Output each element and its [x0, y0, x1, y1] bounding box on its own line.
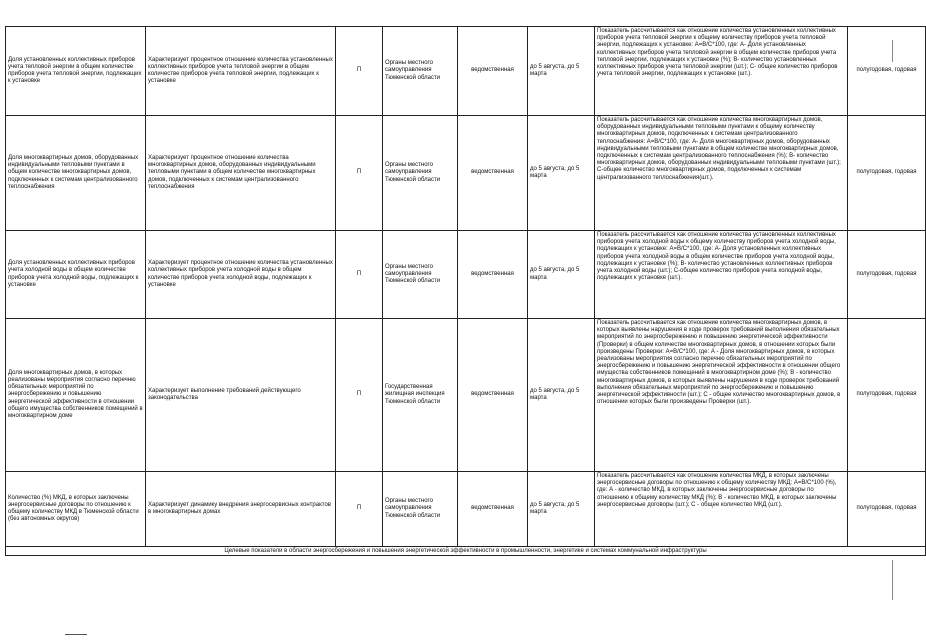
indicator-period: полугодовая, годовая: [848, 116, 926, 231]
indicator-method: Показатель рассчитывается как отношение количества установленных коллективных приборов учета холодной воды к общему количеству приборов учета холодной воды, подлежащих к установке: A=B/C*100, где: А- Доля установленных коллективных приборов учета холодной воды в общем количестве приборов учета холодной воды, подлежащих к установке (%); В- количество установленных коллективных приборов учета холодной воды (шт.); С-общее количество приборов учета холодной воды, подлежащих к установке (шт.).: [595, 231, 848, 319]
indicator-name: Доля многоквартирных домов, оборудованных индивидуальными тепловыми пунктами в общем количестве многоквартирных домов, подключенных к системам централизованного теплоснабжения: [6, 116, 146, 231]
indicator-kind: ведомственная: [458, 319, 528, 472]
indicator-source: Органы местного самоуправления Тюменской области: [383, 231, 458, 319]
indicator-source: Органы местного самоуправления Тюменской области: [383, 116, 458, 231]
indicator-deadline: до 5 августа, до 5 марта: [528, 27, 595, 116]
indicator-type: П: [336, 319, 383, 472]
indicator-type: П: [336, 27, 383, 116]
indicator-description: Характеризует процентное отношение количества многоквартирных домов, оборудованных индивидуальными тепловыми пунктами в общем количестве многоквартирных домов, подключенных к системам централизованного теплоснабжения: [146, 116, 336, 231]
indicator-kind: ведомственная: [458, 472, 528, 547]
table-row: [6, 472, 926, 547]
indicator-period: полугодовая, годовая: [848, 27, 926, 116]
table-row: [6, 231, 926, 319]
table-row: [6, 319, 926, 472]
indicator-kind: ведомственная: [458, 27, 528, 116]
indicator-source: Органы местного самоуправления Тюменской области: [383, 27, 458, 116]
indicator-type: П: [336, 472, 383, 547]
table-row: [6, 27, 926, 116]
indicator-name: Доля установленных коллективных приборов учета холодной воды в общем количестве приборов учета холодной воды, подлежащих к установке: [6, 231, 146, 319]
indicator-method: Показатель рассчитывается как отношение количества установленных коллективных приборов учета тепловой энергии к общему количеству приборов учета тепловой энергии, подлежащих к установке: A=B/C*100, где: А- Доля установленных коллективных приборов учета тепловой энергии в общем количестве приборов учета тепловой энергии, подлежащих к установке (%); В- количество установленных коллективных приборов учета тепловой энергии (шт.); С- общее количество приборов учета тепловой энергии, подлежащих к установке (шт.).: [595, 27, 848, 116]
indicator-deadline: до 5 августа, до 5 марта: [528, 231, 595, 319]
indicator-type: П: [336, 231, 383, 319]
indicator-deadline: до 5 августа, до 5 марта: [528, 319, 595, 472]
indicator-name: Доля установленных коллективных приборов учета тепловой энергии в общем количестве приборов учета тепловой энергии, подлежащих к установке: [6, 27, 146, 116]
indicator-name: Количество (%) МКД, в которых заключены энергосервисные договоры по отношению к общему количеству МКД в Тюменской области (без автономных округов): [6, 472, 146, 547]
scan-edge-mark: [892, 560, 893, 600]
indicator-source: Органы местного самоуправления Тюменской области: [383, 472, 458, 547]
indicator-description: Характеризует процентное отношение количества установленных коллективных приборов учета тепловой энергии в общем количестве приборов учета тепловой энергии, подлежащих к установке: [146, 27, 336, 116]
section-row: [6, 547, 926, 556]
indicator-name: Доля многоквартирных домов, в которых реализованы мероприятия согласно перечню обязательных мероприятий по энергосбережению и повышению энергетической эффективности в отношении общего имущества собственников помещений в многоквартирном доме: [6, 319, 146, 472]
indicators-table: [5, 26, 926, 556]
indicator-description: Характеризует динамику внедрения энергосервисных контрактов в многоквартирных домах: [146, 472, 336, 547]
indicator-period: полугодовая, годовая: [848, 231, 926, 319]
section-title: Целевые показатели в области энергосбережения и повышения энергетической эффективности в промышленности, энергетике и системах коммунальной инфраструктуры: [6, 547, 926, 556]
indicator-deadline: до 5 августа, до 5 марта: [528, 116, 595, 231]
indicator-description: Характеризует выполнение требований действующего законодательства: [146, 319, 336, 472]
indicator-deadline: до 5 августа, до 5 марта: [528, 472, 595, 547]
scan-edge-mark: [892, 40, 893, 62]
scan-mark: [65, 634, 87, 635]
indicator-method: Показатель рассчитывается как отношение количества многоквартирных домов, в которых выявлены нарушения в ходе проверок требований выполнения обязательных мероприятий по энергосбережению и повышению энергетической эффективности (Проверки) в общем количестве многоквартирных домов, в отношении которых были произведены Проверки: A=B/C*100, где: А - Доля многоквартирных домов, в которых реализованы мероприятия согласно перечню обязательных мероприятий по энергосбережению и повышению энергетической эффективности в отношении общего имущества собственников помещений в многоквартирном доме (%); В - количество многоквартирных домов, в которых выявлены нарушения в ходе проверок требований выполнения обязательных мероприятий по энергосбережению и повышению энергетической эффективности (шт.); С - общее количество многоквартирных домов, в отношении которых были произведены Проверки (шт.).: [595, 319, 848, 472]
indicator-method: Показатель рассчитывается как отношение количества МКД, в которых заключены энергосервисные договоры по отношению к общему количеству МКД: A=B/C*100 (%), где: А - количество МКД, в которых заключены энергосервисные договоры по отношению к общему количеству МКД (%); В - количество МКД, в которых заключены энергосервисные договоры (шт.); С - общее количество МКД (шт.).: [595, 472, 848, 547]
indicator-source: Государственная жилищная инспекция Тюменской области: [383, 319, 458, 472]
indicator-description: Характеризует процентное отношение количества установленных коллективных приборов учета холодной воды в общем количестве приборов учета холодной воды, подлежащих к установке: [146, 231, 336, 319]
indicator-kind: ведомственная: [458, 231, 528, 319]
indicator-type: П: [336, 116, 383, 231]
indicator-kind: ведомственная: [458, 116, 528, 231]
indicator-period: полугодовая, годовая: [848, 472, 926, 547]
indicator-period: полугодовая, годовая: [848, 319, 926, 472]
table-row: [6, 116, 926, 231]
indicator-method: Показатель рассчитывается как отношение количества многоквартирных домов, оборудованных индивидуальными тепловыми пунктами к общему количеству многоквартирных домов, подключенных к системам централизованного теплоснабжения: A=B/C*100, где: А- Доля многоквартирных домов, оборудованных индивидуальными тепловыми пунктами в общем количестве многоквартирных домов, подключенных к системам централизованного теплоснабжения (%); В- количество многоквартирных домов, оборудованных индивидуальными тепловыми пунктами (шт.); С-общее количество многоквартирных домов, подключенных к системам централизованного теплоснабжения(шт.).: [595, 116, 848, 231]
